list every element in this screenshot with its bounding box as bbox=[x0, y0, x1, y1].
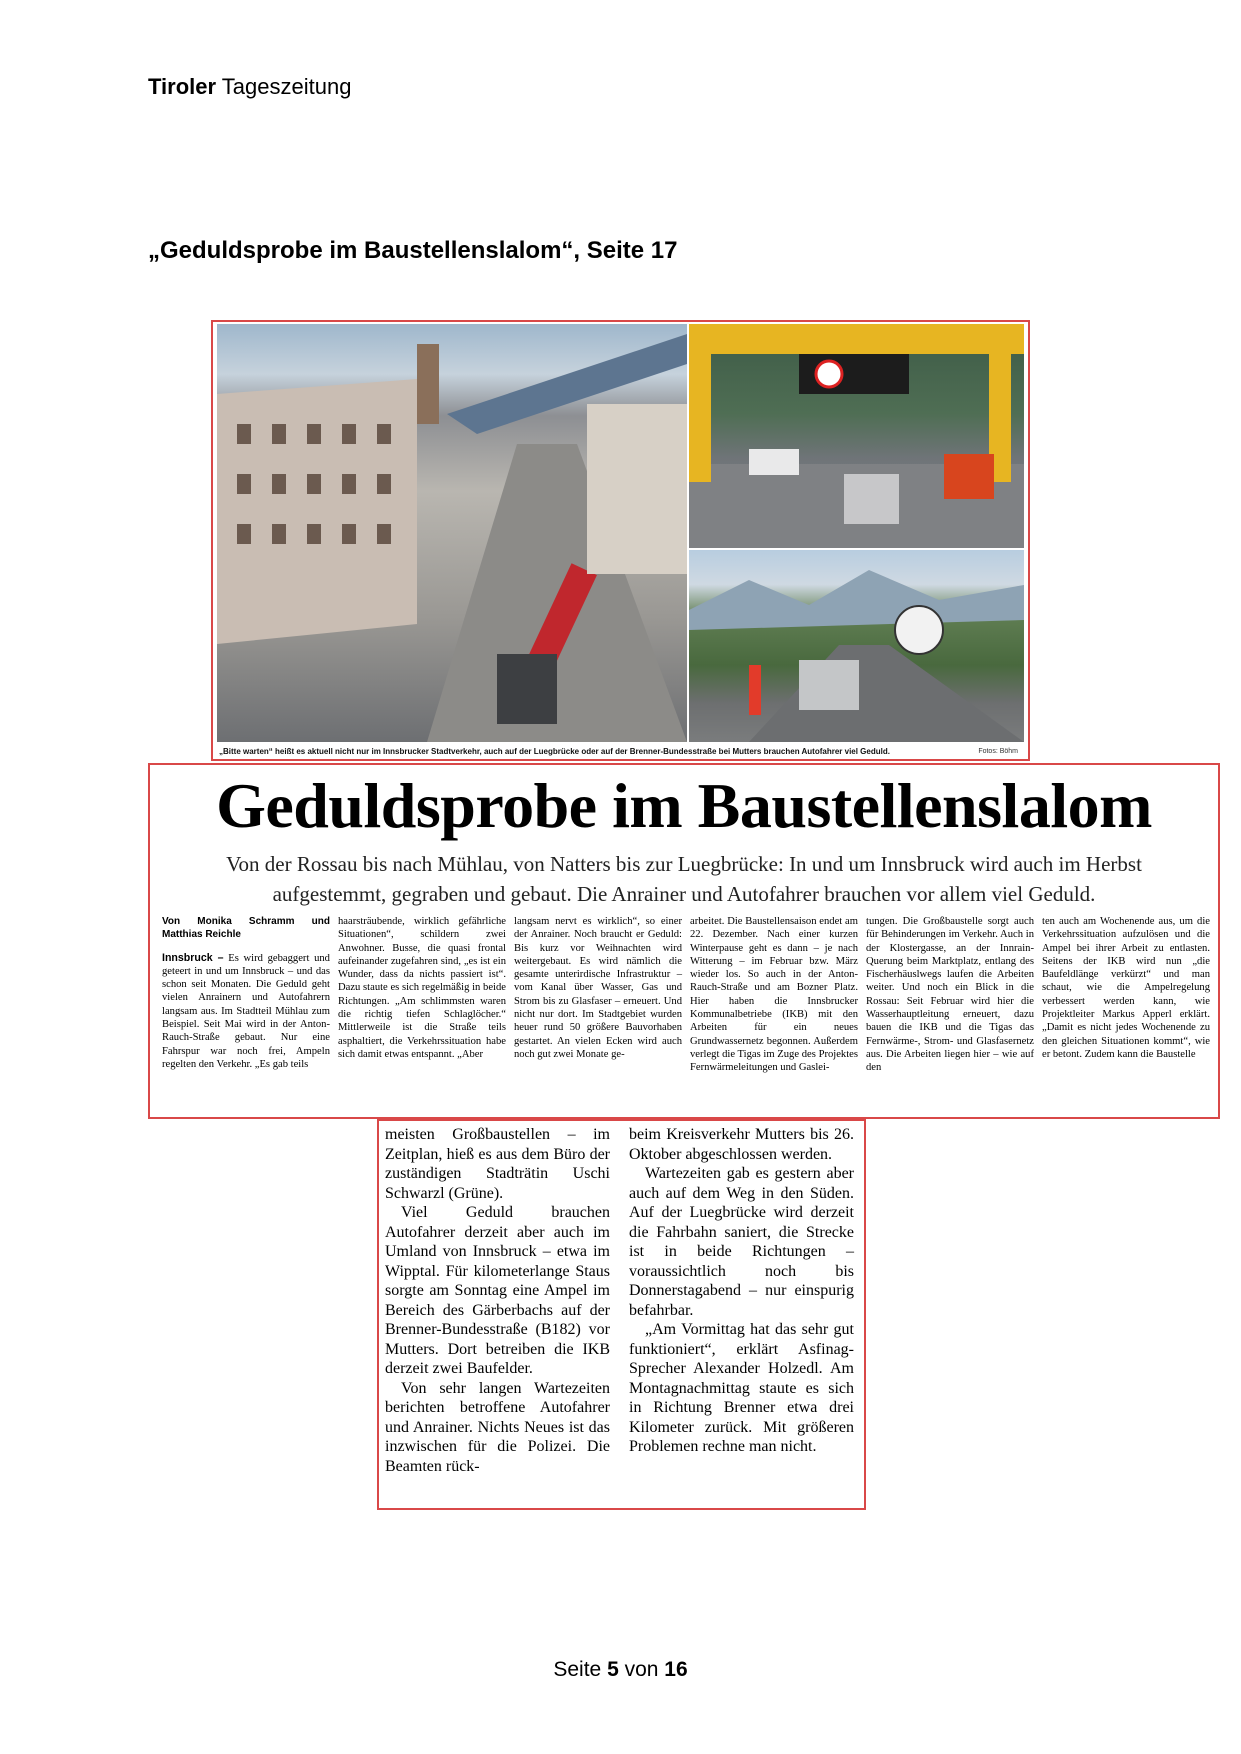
newspaper-name bbox=[148, 74, 351, 100]
page-footer bbox=[0, 1658, 1241, 1682]
photo-brenner-road bbox=[689, 550, 1024, 742]
continuation-column-left bbox=[385, 1125, 610, 1476]
brenner-road-illustration bbox=[689, 550, 1024, 742]
paragraph: beim Kreisverkehr Mutters bis 26. Oktober abgeschlossen werden. bbox=[629, 1126, 854, 1163]
page-prefix: Seite bbox=[553, 1658, 602, 1681]
photo-motorway-gantry bbox=[689, 324, 1024, 548]
article-column-3 bbox=[514, 915, 682, 1061]
column-text: Es wird gebaggert und geteert in und um Innsbruck – und das schon seit Monaten. Die Geduld geht vielen Anrainern und Autofahrern langsam aus. Im Stadtteil Mühlau zum Beispiel. Seit Mai wird in der Anton-Rauch-Straße gebaut. Nur eine Fahrspur war noch frei, Ampeln regelten den Verkehr. „Es gab teils bbox=[162, 952, 330, 1070]
newspaper-name-bold: Tiroler bbox=[148, 74, 217, 99]
paragraph: Von sehr langen Wartezeiten berichten betroffene Autofahrer und Anrainer. Nichts Neues ist das inzwischen für die Polizei. Die Beamten rück- bbox=[385, 1379, 610, 1475]
article-reference: „Geduldsprobe im Baustellenslalom“, Seite 17 bbox=[148, 237, 678, 264]
article-column-1 bbox=[162, 915, 330, 1071]
paragraph: Viel Geduld brauchen Autofahrer derzeit aber auch im Umland von Innsbruck – etwa im Wipptal. Für kilometerlange Staus sorgte am Sonntag eine Ampel im Bereich des Gärberbachs auf der Brenner-Bundesstraße (B182) vor Mutters. Dort betreiben die IKB derzeit zwei Baufelder. bbox=[385, 1204, 610, 1377]
article-columns bbox=[162, 915, 1212, 1115]
photo-caption: „Bitte warten“ heißt es aktuell nicht nur im Innsbrucker Stadtverkehr, auch auf der Luegbrücke oder auf der Brenner-Bundesstraße bei Mutters brauchen Autofahrer viel Geduld. bbox=[219, 747, 890, 756]
article-column-6 bbox=[1042, 915, 1210, 1061]
photo-block bbox=[211, 320, 1030, 761]
photo-credit: Fotos: Böhm bbox=[978, 748, 1018, 755]
city-street-illustration bbox=[217, 324, 687, 742]
newspaper-name-rest: Tageszeitung bbox=[221, 74, 352, 99]
photo-city-street bbox=[217, 324, 687, 742]
paragraph: meisten Großbaustellen – im Zeitplan, hieß es aus dem Büro der zuständigen Stadträtin Uschi Schwarzl (Grüne). bbox=[385, 1126, 610, 1202]
dateline: Innsbruck – bbox=[162, 951, 224, 964]
article-column-2 bbox=[338, 915, 506, 1061]
page-total: 16 bbox=[664, 1658, 688, 1681]
article-deck: Von der Rossau bis nach Mühlau, von Natters bis zur Luegbrücke: In und um Innsbruck wird auch im Herbst aufgestemmt, gegraben und gebaut. Die Anrainer und Autofahrer brauchen vor allem viel Geduld. bbox=[226, 852, 1142, 906]
article-headline-block bbox=[148, 763, 1220, 1119]
continuation-column-right bbox=[629, 1125, 854, 1457]
article-continuation-block bbox=[377, 1119, 866, 1510]
paragraph: Wartezeiten gab es gestern aber auch auf dem Weg in den Süden. Auf der Luegbrücke wird derzeit die Fahrbahn saniert, die Strecke ist in beide Richtungen – voraussichtlich noch bis Donnerstagabend – nur einspurig befahrbar. bbox=[629, 1165, 854, 1319]
byline: Von Monika Schramm und Matthias Reichle bbox=[162, 916, 330, 941]
page-of: von bbox=[624, 1658, 659, 1681]
paragraph: „Am Vormittag hat das sehr gut funktioniert“, erklärt Asfinag-Sprecher Alexander Holzedl. Am Montagnachmittag staute es sich in Richtung Brenner etwa drei Kilometer zurück. Mit größeren Problemen rechne man nicht. bbox=[629, 1321, 854, 1455]
motorway-gantry-illustration bbox=[689, 324, 1024, 548]
column-text: langsam nervt es wirklich“, so einer der Anrainer. Noch braucht er Geduld: Bis kurz vor Weihnachten wird weitergebaut. Es wird nämlich die gesamte unterirdische Infrastruktur – vom Kanal über Wasser, Gas und Strom bis zu Glasfaser – erneuert. Und nicht nur dort. Im Stadtgebiet wurden heuer rund 50 größere Bauvorhaben gestartet. An vielen Ecken wird auch noch gut zwei Monate ge- bbox=[514, 916, 682, 1060]
article-headline: Geduldsprobe im Baustellenslalom bbox=[216, 770, 1152, 841]
page-number: 5 bbox=[607, 1658, 619, 1681]
article-column-4 bbox=[690, 915, 858, 1075]
column-text: arbeitet. Die Baustellensaison endet am 22. Dezember. Nach einer kurzen Winterpause geht es dann – je nach Witterung – im Februar bzw. März wieder los. So auch in der Anton-Rauch-Straße und am Bozner Platz. Hier haben die Innsbrucker Kommunalbetriebe (IKB) mit den Arbeiten für ein neues Grundwassernetz begonnen. Außerdem verlegt die Tigas im Zuge des Projektes Fernwärmeleitungen und Gaslei- bbox=[690, 916, 858, 1074]
column-text: ten auch am Wochenende aus, um die Verkehrssituation aufzulösen und die Ampel bei ihrer Arbeit zu entlasten. Seitens der IKB wird nun „die Baufeldlänge verkürzt“ und man schaut, wie die Ampelregelung verbessert werden kann, wie Projektleiter Markus Apperl erklärt. „Damit es nicht jedes Wochenende zu den gleichen Situationen kommt“, wie er betont. Zudem kann die Baustelle bbox=[1042, 916, 1210, 1060]
article-column-5 bbox=[866, 915, 1034, 1075]
column-text: haarsträubende, wirklich gefährliche Situationen“, schildern zwei Anwohner. Busse, die quasi frontal aufeinander zugefahren sind, „es ist ein Wunder, dass da nichts passiert ist“. Dazu staute es sich regelmäßig in beide Richtungen. „Am schlimmsten waren die richtig tiefen Schlaglöcher.“ Mittlerweile ist die Straße teils asphaltiert, die Verkehrssituation habe sich damit etwas entspannt. „Aber bbox=[338, 916, 506, 1060]
column-text: tungen. Die Großbaustelle sorgt auch für Behinderungen im Verkehr. Auch in der Klostergasse, an der Innrain-Querung beim Marktplatz, entlang des Fischerhäuslwegs laufen die Arbeiten weiter. Und noch ein Blick in die Rossau: Seit Februar wird hier die Wasserhauptleitung erneuert, dazu bauen die IKB und die Tigas das Fernwärme-, Strom- und Glasfasernetz aus. Die Arbeiten liegen hier – wie auf den bbox=[866, 916, 1034, 1074]
